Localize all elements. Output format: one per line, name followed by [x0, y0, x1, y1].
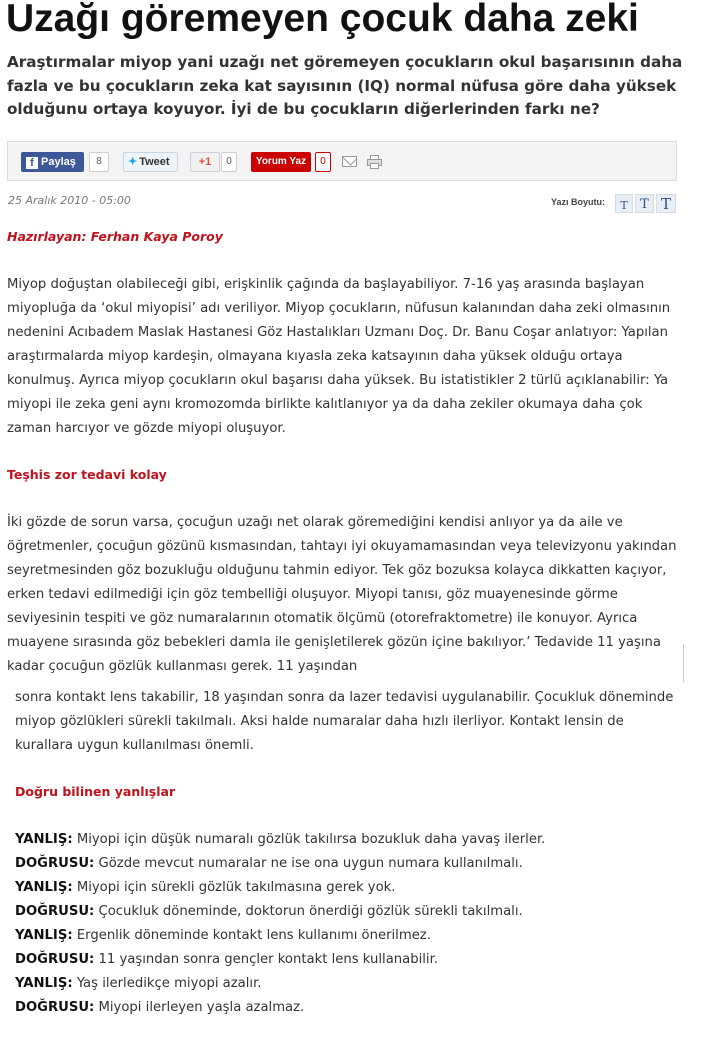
print-icon[interactable]	[367, 155, 381, 168]
misconceptions-list	[15, 828, 545, 1020]
gplus-label: +1	[198, 156, 212, 168]
list-item	[15, 828, 545, 852]
myth-label: YANLIŞ:	[15, 976, 73, 991]
correction-text: Gözde mevcut numaralar ne ise ona uygun numara kullanılmalı.	[94, 856, 523, 871]
correction-label: DOĞRUSU:	[15, 952, 95, 967]
share-toolbar	[7, 141, 677, 181]
publish-date: 25 Aralık 2010 - 05:00	[8, 194, 131, 207]
gplus-count: 0	[221, 152, 237, 172]
list-item	[15, 996, 545, 1020]
twitter-icon: ✦	[128, 156, 138, 168]
list-item	[15, 900, 545, 924]
myth-text: Yaş ilerledikçe miyopi azalır.	[72, 976, 262, 991]
font-size-control	[551, 192, 678, 214]
myth-text: Miyopi için düşük numaralı gözlük takılırsa bozukluk daha yavaş ilerler.	[72, 832, 546, 847]
font-size-medium-button[interactable]: T	[635, 194, 654, 213]
body-paragraph-3: sonra kontakt lens takabilir, 18 yaşından sonra da lazer tedavisi uygulanabilir. Çocukluk döneminde miyop gözlükleri sürekli takılmalı. Aksi halde numaralar daha hızlı ilerliyor. Kontakt lensin de kurallara uygun kullanılması önemli.	[15, 690, 674, 753]
correction-text: 11 yaşından sonra gençler kontakt lens kullanabilir.	[94, 952, 438, 967]
list-item	[15, 924, 545, 948]
font-size-small-button[interactable]: T	[615, 194, 633, 213]
comment-count: 0	[315, 152, 331, 172]
correction-label: DOĞRUSU:	[15, 856, 95, 871]
myth-label: YANLIŞ:	[15, 928, 73, 943]
font-size-large-button[interactable]: T	[656, 194, 676, 213]
myth-text: Ergenlik döneminde kontakt lens kullanımı önerilmez.	[72, 928, 431, 943]
list-item	[15, 972, 545, 996]
correction-label: DOĞRUSU:	[15, 904, 95, 919]
body-paragraph-1: Miyop doğuştan olabileceği gibi, erişkinlik çağında da başlayabiliyor. 7-16 yaş arasında başlayan miyopluğa da ‘okul miyopisi’ adı veriliyor. Miyop çocukların, nüfusun kalanından daha zeki olmasının nedenini Acıbadem Maslak Hastanesi Göz Hastalıkları Uzmanı Doç. Dr. Banu Coşar anlatıyor: Yapılan araştırmalarda miyop kardeşin, olmayana kıyasla zeka katsayının daha yüksek olduğu ortaya konulmuş. Ayrıca miyop çocukların okul başarısı daha yüksek. Bu istatistikler 2 türlü açıklanabilir: Ya miyopi ile zeka geni aynı kromozomda birlikte kalıtlanıyor ya da daha zekiler okumaya daha çok zaman harcıyor ve gözde miyopi oluşuyor.	[7, 277, 671, 436]
list-item	[15, 876, 545, 900]
correction-label: DOĞRUSU:	[15, 1000, 95, 1015]
author-byline: Hazırlayan: Ferhan Kaya Poroy	[7, 229, 223, 244]
myth-label: YANLIŞ:	[15, 832, 73, 847]
body-paragraph-2: İki gözde de sorun varsa, çocuğun uzağı net olarak göremediğini kendisi anlıyor ya da aile ve öğretmenler, çocuğun gözünü kısmasından, tahtayı iyi okuyamamasından veya televizyonu yakından seyretmesinden göz bozukluğu olduğunu tahmin ediyor. Tek göz bozuksa kolayca dikkatten kaçıyor, erken tedavi edilmediği için göz tembelliği oluşuyor. Miyopi tanısı, göz muayenesinde görme seviyesinin tespiti ve göz numaralarının otomatik ölçümü (otorefraktometre) ile konuyor. Ayrıca muayene sırasında göz bebekleri damla ile genişletilerek gözün içine bakılıyor.’ Tedavide 11 yaşına kadar çocuğun gözlük kullanması gerek. 11 yaşından	[7, 515, 677, 674]
article-title: Uzağı göremeyen çocuk daha zeki	[6, 0, 639, 40]
tweet-label: Tweet	[139, 156, 170, 168]
myth-text: Miyopi için sürekli gözlük takılmasına gerek yok.	[72, 880, 396, 895]
myth-label: YANLIŞ:	[15, 880, 73, 895]
divider	[683, 644, 684, 682]
facebook-icon: f	[26, 157, 38, 169]
facebook-share-label: Paylaş	[41, 156, 76, 168]
font-size-label: Yazı Boyutu:	[551, 197, 606, 207]
list-item	[15, 948, 545, 972]
subheading-diagnosis: Teşhis zor tedavi kolay	[7, 467, 167, 482]
list-item	[15, 852, 545, 876]
gplus-button[interactable]	[190, 152, 220, 172]
correction-text: Miyopi ilerleyen yaşla azalmaz.	[94, 1000, 305, 1015]
facebook-share-count: 8	[89, 152, 109, 172]
subheading-misconceptions: Doğru bilinen yanlışlar	[15, 784, 176, 799]
facebook-share-button[interactable]	[21, 152, 84, 172]
article-lead: Araştırmalar miyop yani uzağı net göremeyen çocukların okul başarısının daha fazla ve bu çocukların zeka kat sayısının (IQ) normal nüfusa göre daha yüksek olduğunu ortaya koyuyor. İyi de bu çocukların diğerlerinden farkı ne?	[7, 53, 683, 118]
mail-icon[interactable]	[342, 156, 357, 167]
tweet-button[interactable]	[123, 152, 178, 172]
correction-text: Çocukluk döneminde, doktorun önerdiği gözlük sürekli takılmalı.	[94, 904, 523, 919]
write-comment-button[interactable]: Yorum Yaz	[251, 152, 311, 172]
